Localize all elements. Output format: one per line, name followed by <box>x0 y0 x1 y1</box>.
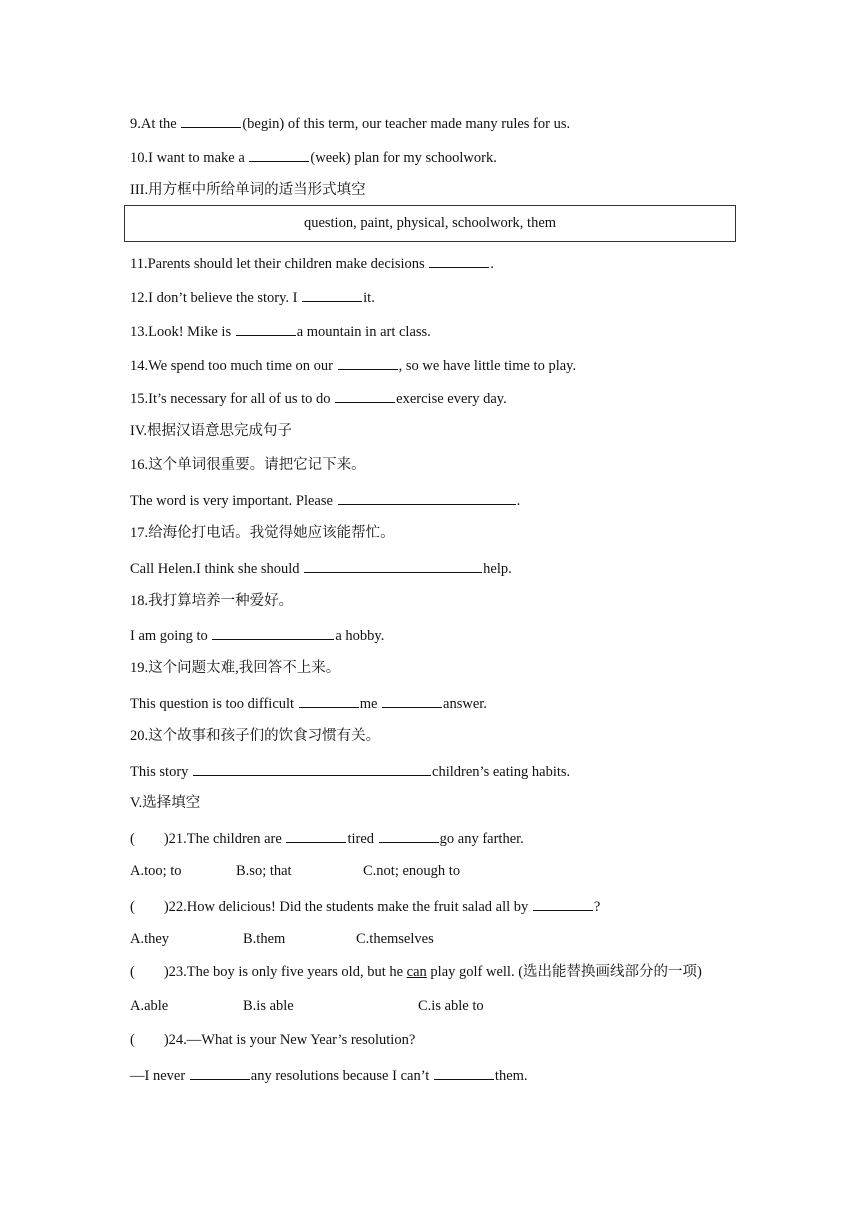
question-24-reply: —I never any resolutions because I can’t them. <box>130 1065 528 1085</box>
answer-blank[interactable] <box>249 147 309 162</box>
option-c[interactable]: C.not; enough to <box>363 863 461 879</box>
answer-paren[interactable]: ( ) <box>130 1032 169 1048</box>
question-14: 14.We spend too much time on our , so we have little time to play. <box>130 355 576 375</box>
answer-blank[interactable] <box>236 321 296 336</box>
answer-blank[interactable] <box>335 388 395 403</box>
option-c[interactable]: C.is able to <box>418 998 484 1014</box>
question-24: ( )24.—What is your New Year’s resolution? <box>130 1032 416 1048</box>
question-11: 11.Parents should let their children make decisions . <box>130 253 494 273</box>
option-b[interactable]: B.so; that <box>236 863 292 879</box>
option-a[interactable]: A.they <box>130 931 170 947</box>
question-16-chinese: 16.这个单词很重要。请把它记下来。 <box>130 457 366 473</box>
question-21: ( )21.The children are tired go any farther. <box>130 828 524 848</box>
answer-blank[interactable] <box>181 113 241 128</box>
answer-blank[interactable] <box>382 693 442 708</box>
question-17-chinese: 17.给海伦打电话。我觉得她应该能帮忙。 <box>130 525 395 541</box>
question-20: This story children’s eating habits. <box>130 761 570 781</box>
question-19-chinese: 19.这个问题太难,我回答不上来。 <box>130 660 341 676</box>
answer-blank[interactable] <box>304 558 482 573</box>
answer-blank[interactable] <box>533 896 593 911</box>
question-12: 12.I don’t believe the story. I it. <box>130 287 375 307</box>
section-5-title: V.选择填空 <box>130 795 201 811</box>
answer-blank[interactable] <box>429 253 489 268</box>
question-9: 9.At the (begin) of this term, our teacher made many rules for us. <box>130 113 570 133</box>
underlined-word: can <box>406 964 427 980</box>
question-21-options <box>130 862 460 880</box>
word-list: question, paint, physical, schoolwork, them <box>303 215 557 231</box>
answer-paren[interactable]: ( ) <box>130 899 169 915</box>
answer-blank[interactable] <box>434 1065 494 1080</box>
question-13: 13.Look! Mike is a mountain in art class. <box>130 321 431 341</box>
answer-blank[interactable] <box>212 625 334 640</box>
word-box <box>124 205 736 242</box>
option-c[interactable]: C.themselves <box>356 931 434 947</box>
question-22: ( )22.How delicious! Did the students make the fruit salad all by ? <box>130 896 600 916</box>
section-4-title: IV.根据汉语意思完成句子 <box>130 423 293 439</box>
question-20-chinese: 20.这个故事和孩子们的饮食习惯有关。 <box>130 728 381 744</box>
answer-blank[interactable] <box>190 1065 250 1080</box>
answer-blank[interactable] <box>299 693 359 708</box>
question-10: 10.I want to make a (week) plan for my schoolwork. <box>130 147 497 167</box>
option-a[interactable]: A.able <box>130 998 169 1014</box>
question-16: The word is very important. Please . <box>130 490 520 510</box>
answer-blank[interactable] <box>338 355 398 370</box>
answer-blank[interactable] <box>302 287 362 302</box>
question-23: ( )23.The boy is only five years old, but he can play golf well. (选出能替换画线部分的一项) <box>130 964 702 980</box>
section-3-title: III.用方框中所给单词的适当形式填空 <box>130 182 366 198</box>
question-17: Call Helen.I think she should help. <box>130 558 512 578</box>
question-23-options <box>130 997 484 1015</box>
option-a[interactable]: A.too; to <box>130 863 182 879</box>
answer-paren[interactable]: ( ) <box>130 831 169 847</box>
answer-blank[interactable] <box>338 490 516 505</box>
question-15: 15.It’s necessary for all of us to do exercise every day. <box>130 388 507 408</box>
option-b[interactable]: B.them <box>243 931 286 947</box>
question-18: I am going to a hobby. <box>130 625 384 645</box>
answer-blank[interactable] <box>193 761 431 776</box>
question-19: This question is too difficult me answer. <box>130 693 487 713</box>
answer-paren[interactable]: ( ) <box>130 964 169 980</box>
answer-blank[interactable] <box>286 828 346 843</box>
option-b[interactable]: B.is able <box>243 998 294 1014</box>
question-18-chinese: 18.我打算培养一种爱好。 <box>130 593 294 609</box>
answer-blank[interactable] <box>379 828 439 843</box>
question-22-options <box>130 930 434 948</box>
